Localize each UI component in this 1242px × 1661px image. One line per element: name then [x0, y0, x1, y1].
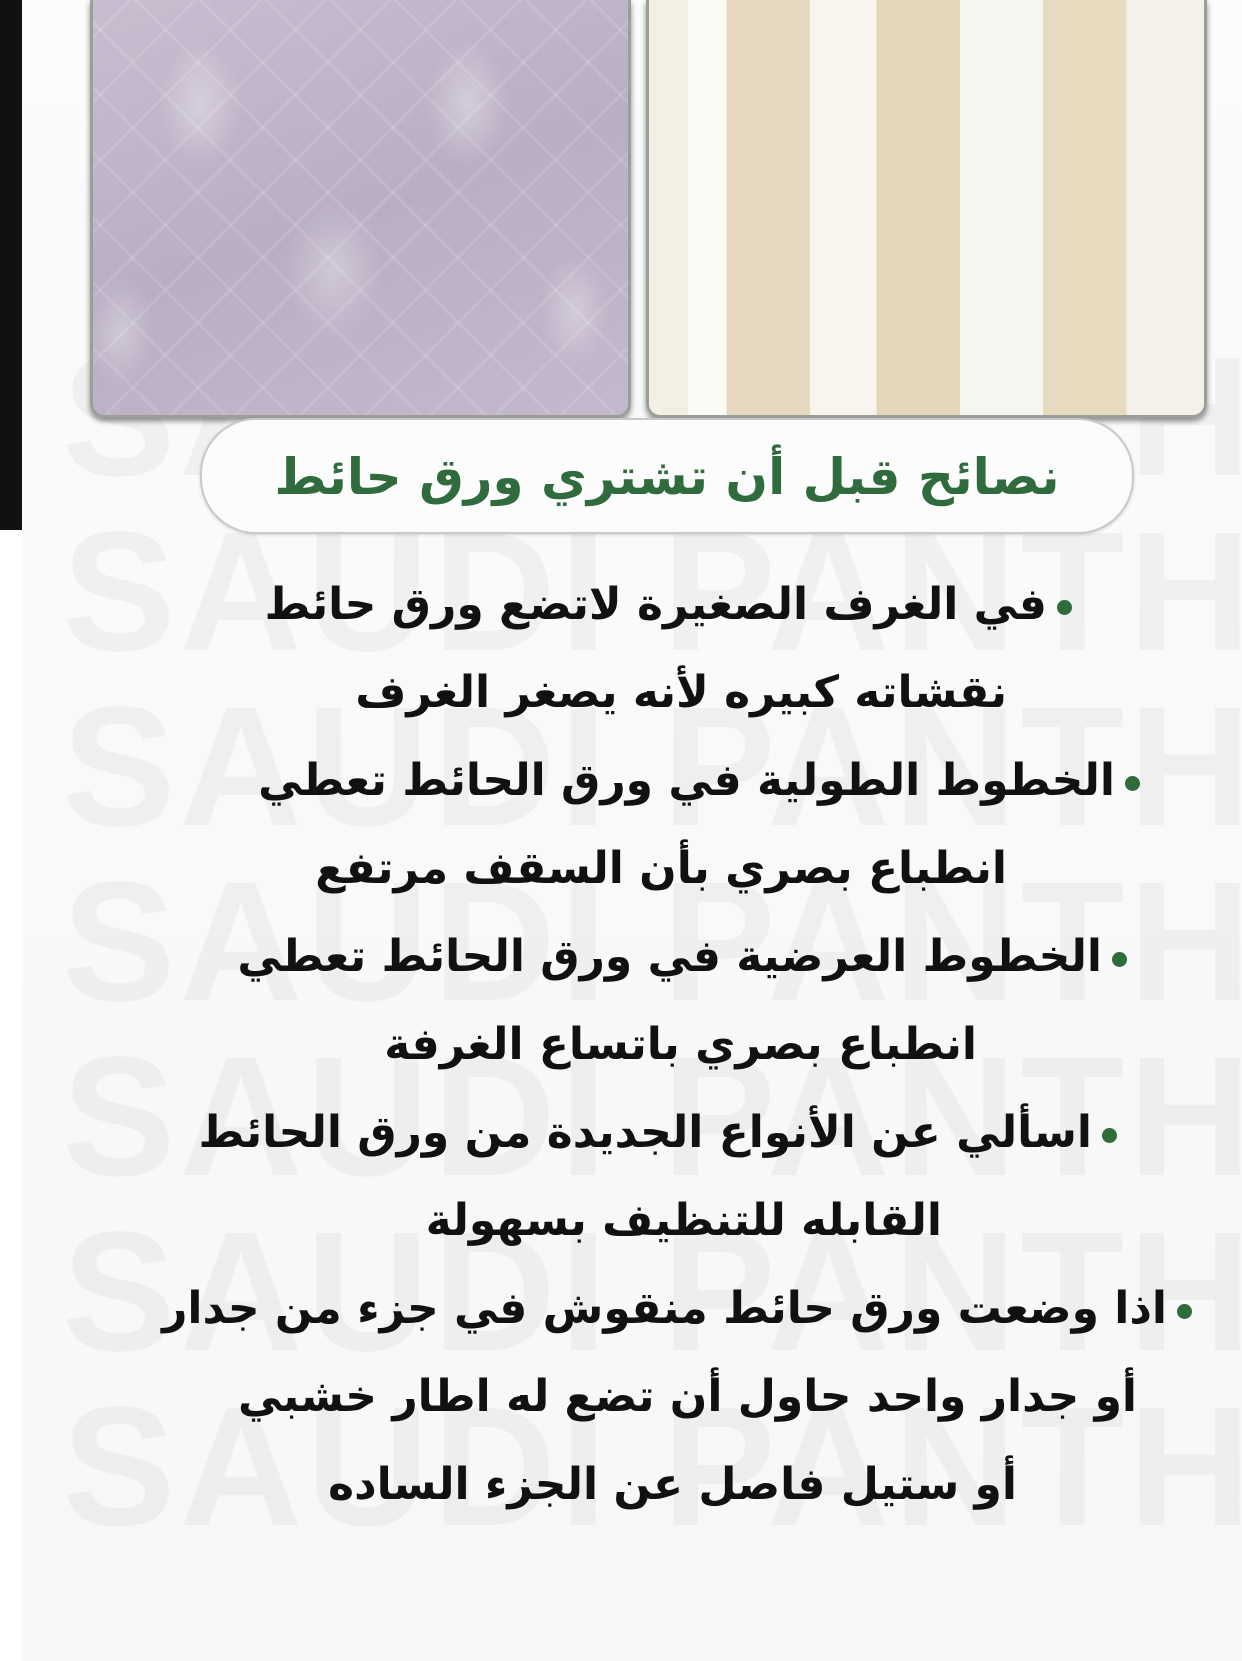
- tip-text: الخطوط الطولية في ورق الحائط تعطي: [258, 755, 1115, 806]
- tip-text: أو ستيل فاصل عن الجزء الساده: [328, 1459, 1017, 1510]
- tip-line: [258, 736, 1140, 826]
- tip-line: [426, 1176, 942, 1266]
- bullet-icon: [1125, 776, 1140, 791]
- tip-text: انطباع بصري بأن السقف مرتفع: [315, 843, 1007, 894]
- tip-line: [237, 912, 1127, 1002]
- tip-line: [384, 1000, 977, 1090]
- infographic-panel: [22, 0, 1242, 1661]
- left-edge-bar: [0, 0, 22, 530]
- tip-line: [328, 1440, 1017, 1530]
- bullet-icon: [1112, 952, 1127, 967]
- tip-text: انطباع بصري باتساع الغرفة: [384, 1019, 977, 1070]
- bullet-icon: [1177, 1304, 1192, 1319]
- page-title: نصائح قبل أن تشتري ورق حائط: [274, 448, 1060, 506]
- title-pill: [200, 418, 1134, 534]
- bullet-icon: [1057, 600, 1072, 615]
- striped-wallpaper-swatch: [646, 0, 1207, 418]
- tip-line: [162, 1264, 1192, 1354]
- tip-line: [315, 824, 1007, 914]
- tip-line: [264, 560, 1072, 650]
- tip-text: نقشاته كبيره لأنه يصغر الغرف: [355, 667, 1007, 718]
- tip-text: القابله للتنظيف بسهولة: [425, 1195, 942, 1246]
- bullet-icon: [1102, 1128, 1117, 1143]
- tip-line: [355, 648, 1007, 738]
- tip-text: في الغرف الصغيرة لاتضع ورق حائط: [264, 579, 1047, 630]
- damask-wallpaper-swatch: [90, 0, 631, 418]
- tip-text: اسألي عن الأنواع الجديدة من ورق الحائط: [198, 1107, 1092, 1158]
- tip-text: أو جدار واحد حاول أن تضع له اطار خشبي: [238, 1371, 1137, 1422]
- tip-line: [238, 1352, 1137, 1442]
- tip-text: اذا وضعت ورق حائط منقوش في جزء من جدار: [162, 1283, 1167, 1334]
- tip-text: الخطوط العرضية في ورق الحائط تعطي: [237, 931, 1102, 982]
- tip-line: [198, 1088, 1117, 1178]
